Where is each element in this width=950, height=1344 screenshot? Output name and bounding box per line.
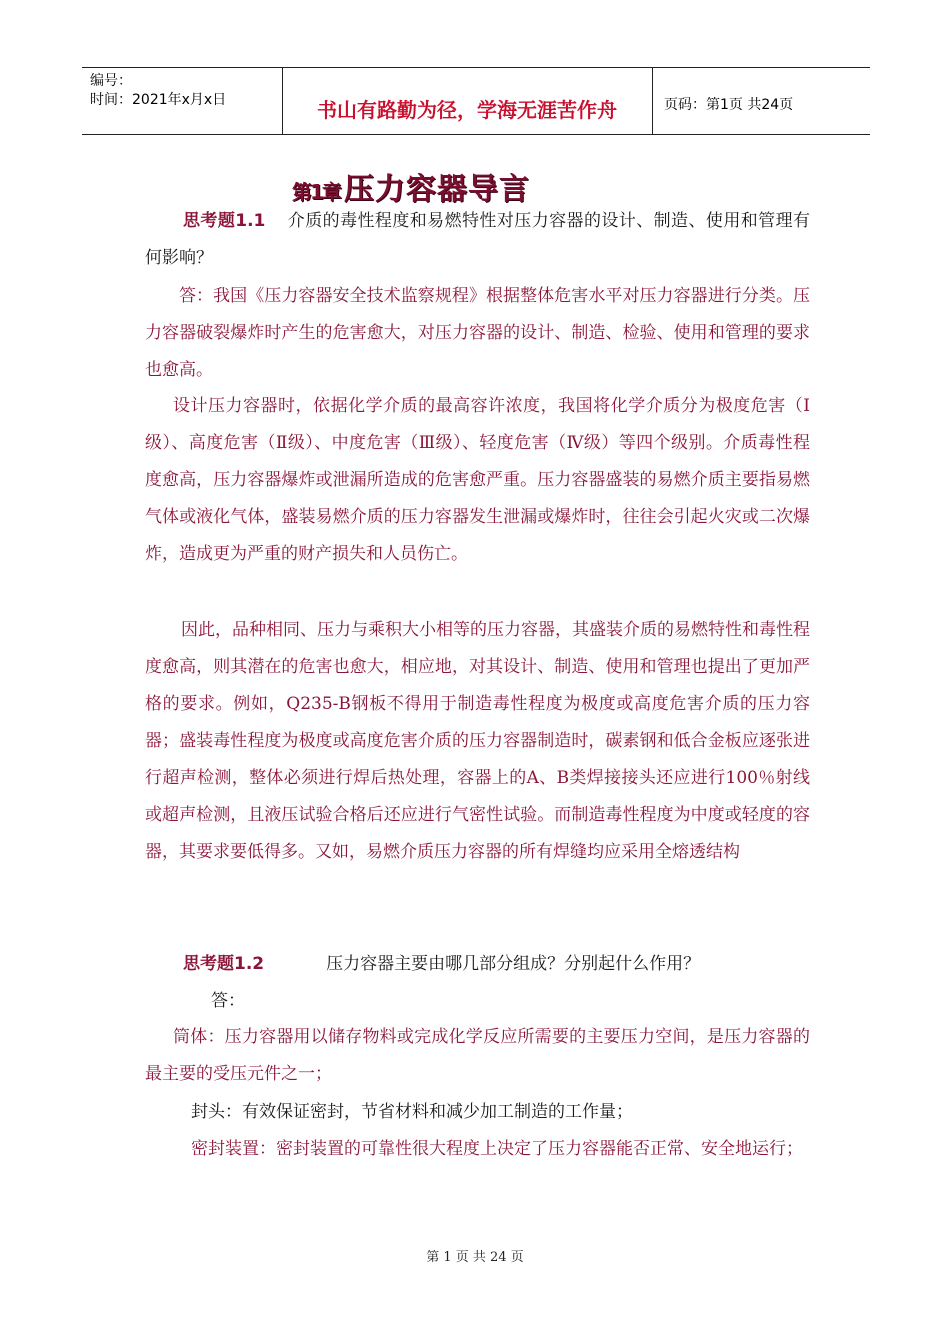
page-footer: 第 1 页 共 24 页 — [426, 1250, 524, 1265]
answer-item-seal: 密封装置：密封装置的可靠性很大程度上决定了压力容器能否正常、安全地运行； — [191, 1139, 803, 1159]
question-text: 介质的毒性程度和易燃特性对压力容器的设计、制造、使用和管理有何影响？ — [145, 211, 811, 268]
answer-paragraph: 因此，品种相同、压力与乘积大小相等的压力容器，其盛装介质的易燃特性和毒性程度愈高，则其潜在的危害也愈大，相应地，对其设计、制造、使用和管理也提出了更加严格的要求。例如，Q235-B钢板不得用于制造毒性程度为极度或高度危害介质的压力容器；盛装毒性程度为极度或高度危害介质的压力容器制造时，碳素钢和低合金板应逐张进行超声检测，整体必须进行焊后热处理，容器上的A、B类焊接接头还应进行100％射线或超声检测，且液压试验合格后还应进行气密性试验。而制造毒性程度为中度或轻度的容器，其要求要低得多。又如，易燃介质压力容器的所有焊缝均应采用全熔透结构 — [145, 620, 810, 862]
header-page-info: 页码：第1页 共24页 — [664, 97, 794, 113]
header-meta-cell — [90, 72, 226, 110]
chapter-title-text: 压力容器导言 — [343, 172, 530, 207]
answer-paragraph: 设计压力容器时，依据化学介质的最高容许浓度，我国将化学介质分为极度危害（Ⅰ级）、高度危害（Ⅱ级）、中度危害（Ⅲ级）、轻度危害（Ⅳ级）等四个级别。介质毒性程度愈高，压力容器爆炸或泄漏所造成的危害愈严重。压力容器盛装的易燃介质主要指易燃气体或液化气体，盛装易燃介质的压力容器发生泄漏或爆炸时，往往会引起火灾或二次爆炸，造成更为严重的财产损失和人员伤亡。 — [145, 396, 810, 564]
question-text: 压力容器主要由哪几部分组成？分别起什么作用？ — [326, 954, 701, 974]
chapter-number: 第1章 — [292, 180, 340, 204]
question-label: 思考题1.1 — [183, 211, 266, 231]
document-number-label: 编号： — [90, 73, 132, 89]
answer-paragraph: 答：我国《压力容器安全技术监察规程》根据整体危害水平对压力容器进行分类。压力容器破裂爆炸时产生的危害愈大，对压力容器的设计、制造、检验、使用和管理的要求也愈高。 — [145, 286, 810, 380]
header-slogan: 书山有路勤为径，学海无涯苦作舟 — [317, 98, 617, 122]
answer-item-shell: 筒体：压力容器用以储存物料或完成化学反应所需要的主要压力空间，是压力容器的最主要的受压元件之一； — [145, 1027, 810, 1084]
answer-item-head: 封头：有效保证密封，节省材料和减少加工制造的工作量； — [191, 1102, 633, 1122]
question-1-2 — [145, 946, 810, 983]
question-1-1 — [145, 203, 810, 277]
document-time-label: 时间：2021年x月x日 — [90, 92, 227, 108]
question-label: 思考题1.2 — [183, 954, 265, 974]
answer-label: 答： — [211, 991, 245, 1011]
document-header-table — [82, 67, 870, 135]
header-divider — [652, 68, 653, 134]
